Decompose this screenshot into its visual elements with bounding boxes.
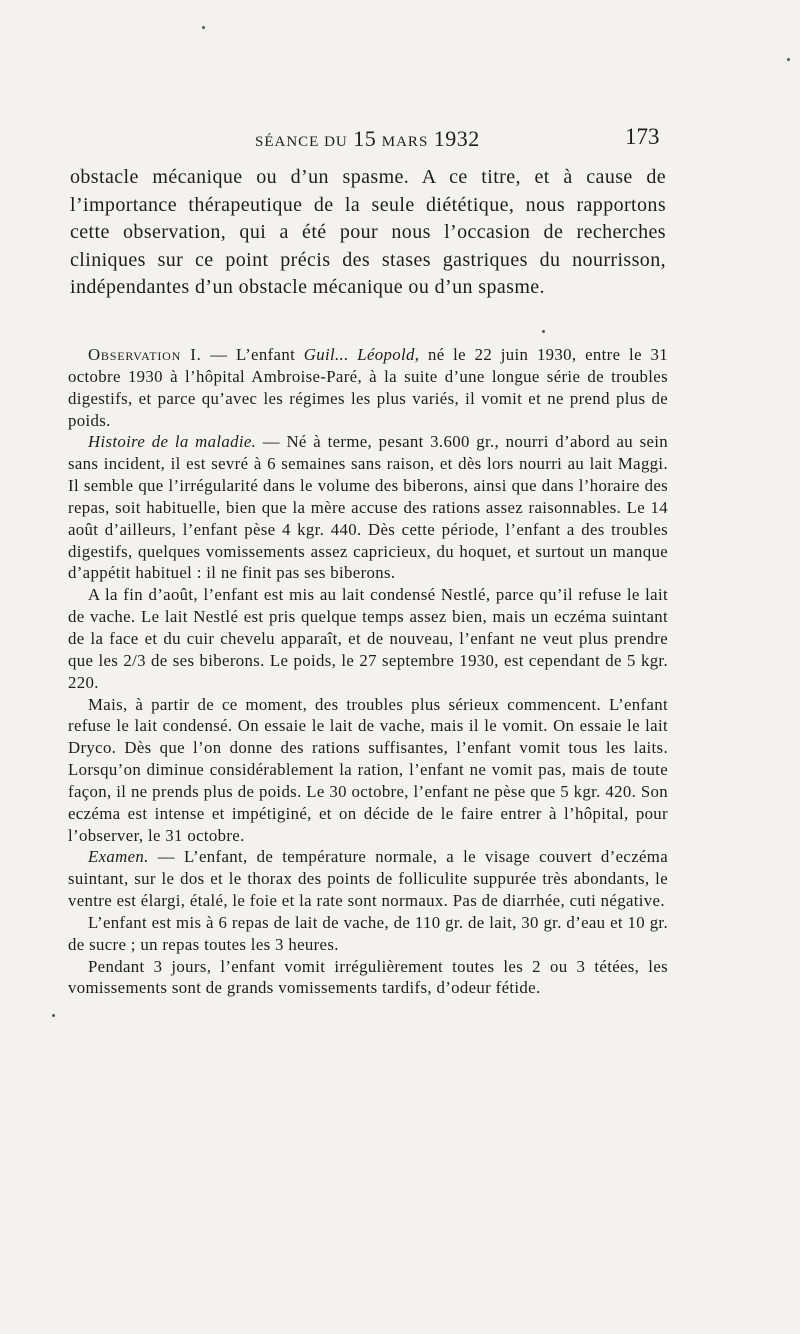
regime-paragraph: L’enfant est mis à 6 repas de lait de vache, de 110 gr. de lait, 30 gr. d’eau et 10 gr. de sucre ; un repas toutes les 3 heures. [68,912,668,954]
scan-speck [202,26,205,29]
moment-paragraph: Mais, à partir de ce moment, des troubles plus sérieux commencent. L’enfant refuse le lait condensé. On essaie le lait de vache, mais il le vomit. On essaie le lait Dryco. Dès que l’on donne des rations suffisantes, l’enfant vomit tous les laits. Lorsqu’on diminue considérablement la ration, l’enfant ne vomit pas, mais de toute façon, il ne prends plus de poids. Le 30 octobre, l’enfant ne pèse que 5 kgr. 420. Son eczéma est intense et impétiginé, et on décide de le faire entrer à l’hôpital, pour l’observer, le 31 octobre. [68,694,668,845]
intro-paragraph: obstacle mécanique ou d’un spasme. A ce titre, et à cause de l’importance thérapeutique de la seule diététique, nous rapportons cette observation, qui a été pour nous l’occasion de recherches cliniques sur ce point précis des stases gastriques du nourrisson, indépendantes d’un obstacle mécanique ou d’un spasme. [70,166,666,299]
observation-intro-rest: né le 22 juin 1930, entre le 31 octobre 1930 à l’hôpital Ambroise-Paré, à la suite d’une longue série de troubles digestifs, et parce qu’avec les régimes les plus variés, il vomit et ne prend plus de poids. [68,345,669,430]
history-paragraph [68,431,668,584]
exam-text: — L’enfant, de température normale, a le visage couvert d’eczéma suintant, sur le dos et le thorax des points de folliculite suppurée très abondants, le ventre est élargi, étalé, le foie et la rate sont normaux. Pas de diarrhée, cuti négative. [68,847,668,911]
august-paragraph: A la fin d’août, l’enfant est mis au lait condensé Nestlé, parce qu’il refuse le lait de vache. Le lait Nestlé est pris quelque temps assez bien, mais un eczéma suintant de la face et du cuir chevelu apparaît, et de nouveau, l’enfant ne veut plus prendre que les 2/3 de ses biberons. Le poids, le 27 septembre 1930, est cependant de 5 kgr. 220. [68,585,668,692]
observation-intro [68,344,668,431]
observation-label: Observation I. [88,345,202,364]
history-label: Histoire de la maladie. [88,432,257,452]
running-head-prefix: SÉANCE DU [255,134,348,150]
patient-name: Guil... Léopold, [303,345,420,364]
observation-section [68,344,668,999]
running-head-month: MARS [381,134,429,150]
scan-speck [542,330,545,333]
exam-paragraph [68,846,668,912]
running-head-year: 1932 [433,126,480,151]
running-head [255,126,480,152]
days-paragraph: Pendant 3 jours, l’enfant vomit irrégulièrement toutes les 2 ou 3 tétées, les vomissements sont de grands vomissements tardifs, d’odeur fétide. [68,956,668,998]
observation-intro-dash: — L’enfant [201,345,304,364]
page-number: 173 [625,124,660,149]
page-header [0,120,800,152]
scan-speck [52,1014,55,1017]
scan-speck [787,58,790,61]
running-head-day: 15 [353,126,377,151]
exam-label: Examen. [88,847,149,867]
history-text: — Né à terme, pesant 3.600 gr., nourri d’abord au sein sans incident, il est sevré à 6 semaines sans raison, et dès lors nourri au lait Maggi. Il semble que l’irrégularité dans le volume des biberons, ainsi que dans l’horaire des repas, soit habituelle, bien que la mère accuse des rations assez raisonnables. Le 14 août d’ailleurs, l’enfant pèse 4 kgr. 440. Dès cette période, l’enfant a des troubles digestifs, quelques vomissements assez capricieux, du hoquet, et surtout un manque d’appétit habituel : il ne finit pas ses biberons. [68,432,669,583]
